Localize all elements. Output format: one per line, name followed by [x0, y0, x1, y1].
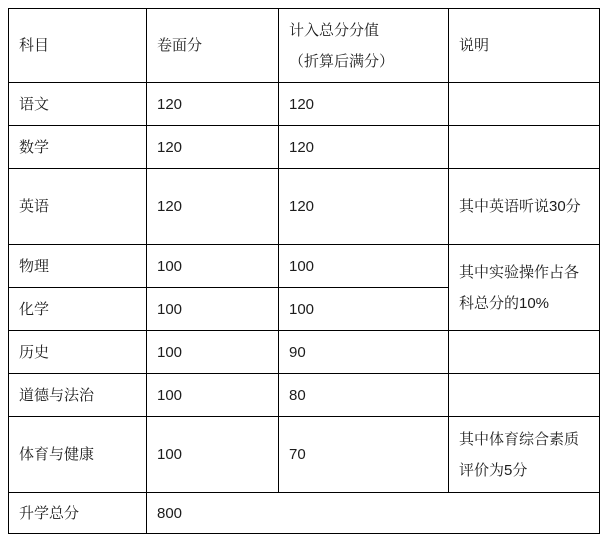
counted-score-cell: 90 — [279, 331, 449, 374]
counted-score-cell: 80 — [279, 374, 449, 417]
counted-score-cell: 120 — [279, 126, 449, 169]
note-cell — [449, 374, 600, 417]
total-score-cell: 800 — [147, 493, 600, 534]
header-counted-score-line2: （折算后满分） — [289, 52, 395, 70]
subject-cell: 历史 — [9, 331, 147, 374]
paper-score-cell: 100 — [147, 288, 279, 331]
table-row — [9, 417, 600, 493]
counted-score-cell: 120 — [279, 83, 449, 126]
header-row — [9, 9, 600, 83]
exam-score-table — [8, 8, 600, 534]
header-counted-score-line1: 计入总分分值 — [289, 21, 380, 39]
subject-cell: 物理 — [9, 245, 147, 288]
counted-score-cell: 100 — [279, 245, 449, 288]
note-cell: 其中体育综合素质评价为5分 — [449, 417, 600, 493]
paper-score-cell: 100 — [147, 417, 279, 493]
paper-score-cell: 120 — [147, 83, 279, 126]
header-counted-score — [279, 9, 449, 83]
table-row — [9, 374, 600, 417]
header-note: 说明 — [449, 9, 600, 83]
header-paper-score: 卷面分 — [147, 9, 279, 83]
subject-cell: 升学总分 — [9, 493, 147, 534]
table-row — [9, 169, 600, 245]
paper-score-cell: 100 — [147, 374, 279, 417]
paper-score-cell: 100 — [147, 331, 279, 374]
paper-score-cell: 120 — [147, 126, 279, 169]
note-cell-merged: 其中实验操作占各科总分的10% — [449, 245, 600, 331]
subject-cell: 道德与法治 — [9, 374, 147, 417]
subject-cell: 化学 — [9, 288, 147, 331]
subject-cell: 体育与健康 — [9, 417, 147, 493]
header-subject: 科目 — [9, 9, 147, 83]
note-cell — [449, 331, 600, 374]
paper-score-cell: 120 — [147, 169, 279, 245]
note-cell — [449, 126, 600, 169]
note-cell: 其中英语听说30分 — [449, 169, 600, 245]
subject-cell: 数学 — [9, 126, 147, 169]
table-row — [9, 126, 600, 169]
paper-score-cell: 100 — [147, 245, 279, 288]
total-row — [9, 493, 600, 534]
note-cell — [449, 83, 600, 126]
counted-score-cell: 70 — [279, 417, 449, 493]
table-row — [9, 331, 600, 374]
counted-score-cell: 120 — [279, 169, 449, 245]
subject-cell: 语文 — [9, 83, 147, 126]
table-row — [9, 83, 600, 126]
table-row — [9, 245, 600, 288]
counted-score-cell: 100 — [279, 288, 449, 331]
subject-cell: 英语 — [9, 169, 147, 245]
